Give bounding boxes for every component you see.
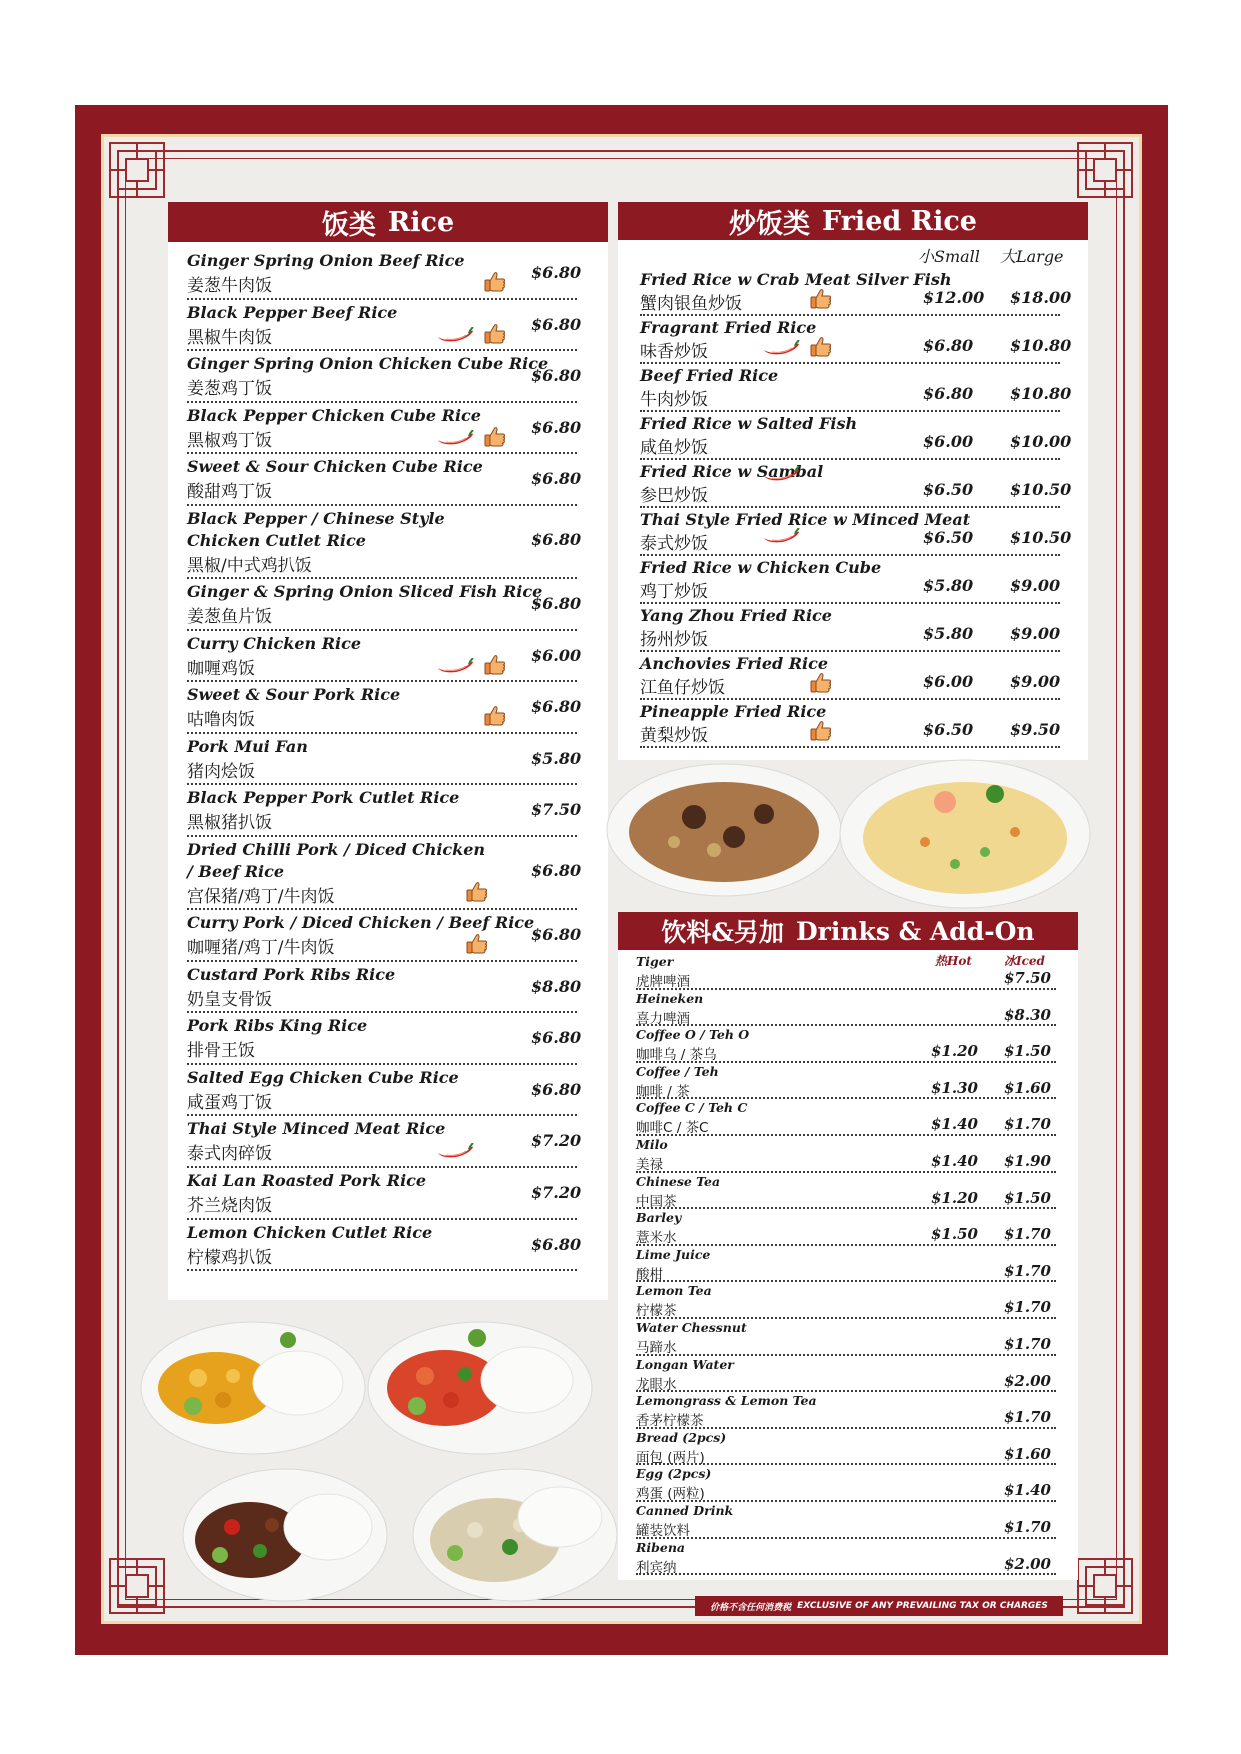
price-small: $6.50 — [923, 528, 974, 547]
recommended-thumb-icon — [484, 271, 506, 293]
list-item — [187, 734, 582, 786]
item-price: $6.80 — [531, 860, 582, 880]
tax-notice-en: EXCLUSIVE OF ANY PREVAILING TAX OR CHARGES — [797, 1601, 1048, 1611]
recommended-thumb-icon — [484, 323, 506, 345]
list-item — [636, 1392, 1056, 1429]
corner-ornament-bottom-left — [108, 1557, 166, 1615]
rice-header — [168, 202, 608, 242]
item-name-cn: 黑椒猪扒饭 — [187, 813, 272, 834]
item-name-cn: 姜葱鸡丁饭 — [187, 379, 272, 400]
list-item — [636, 990, 1056, 1027]
price-iced: $7.50 — [1004, 969, 1051, 987]
price-hot: $1.50 — [931, 1225, 978, 1244]
recommended-thumb-icon — [466, 933, 488, 955]
list-item — [636, 1539, 1056, 1576]
item-name-cn: 虎牌啤酒 — [636, 974, 690, 990]
price-iced: $1.70 — [1004, 1408, 1051, 1427]
item-name-cn: 咖啡 / 茶 — [636, 1083, 690, 1100]
list-item — [636, 1136, 1056, 1173]
list-item — [187, 351, 582, 403]
item-name-en: Fragrant Fried Rice — [640, 318, 817, 337]
price-iced: $8.30 — [1004, 1005, 1051, 1024]
price-small: $5.80 — [923, 576, 974, 595]
price-iced: $1.70 — [1004, 1225, 1051, 1244]
price-hot: $1.20 — [931, 1188, 978, 1207]
item-name-en: Black Pepper / Chinese Style — [187, 508, 445, 528]
item-name-cn: 咕噜肉饭 — [187, 710, 255, 731]
item-price: $6.80 — [531, 529, 582, 549]
price-iced: $1.60 — [1004, 1444, 1051, 1463]
list-item — [187, 682, 582, 734]
item-name-cn: 面包 (两片) — [636, 1449, 705, 1466]
item-name-en: Lemon Tea — [636, 1283, 712, 1299]
recommended-thumb-icon — [810, 336, 832, 358]
item-name-cn: 鸡丁炒饭 — [640, 582, 708, 602]
item-name-cn: 咖喱鸡饭 — [187, 658, 255, 679]
fried-rice-list — [640, 268, 1072, 748]
spicy-chili-icon — [762, 466, 800, 482]
list-item — [636, 1063, 1056, 1100]
item-name-cn: 利宾纳 — [636, 1559, 677, 1576]
spicy-chili-icon — [436, 658, 474, 674]
item-name-en: Milo — [636, 1136, 668, 1152]
item-price: $6.80 — [531, 1079, 582, 1099]
price-large: $10.00 — [1010, 432, 1072, 451]
food-photo-black-pepper-beef-rice — [180, 1455, 390, 1605]
food-photo-sweet-sour-chicken-rice — [365, 1308, 595, 1458]
item-price: $6.80 — [531, 366, 582, 386]
list-item — [187, 403, 582, 455]
list-item — [636, 1173, 1056, 1210]
price-hot: $1.30 — [931, 1078, 978, 1097]
price-large: $10.50 — [1010, 480, 1072, 499]
item-name-en: Fried Rice w Chicken Cube — [640, 558, 882, 577]
item-name-en: Coffee C / Teh C — [636, 1100, 748, 1116]
col-header-hot: 热Hot — [935, 954, 972, 968]
tax-notice-cn: 价格不含任何消费税 — [710, 1602, 792, 1613]
item-name-en: Fried Rice w Crab Meat Silver Fish — [640, 270, 952, 289]
corner-ornament-top-right — [1076, 141, 1134, 199]
col-header-large: 大Large — [1000, 247, 1064, 266]
item-name-en: Fried Rice w Sambal — [640, 462, 824, 481]
list-item — [640, 700, 1060, 748]
item-name-en-line2: / Beef Rice — [187, 861, 285, 881]
item-name-cn: 咖喱猪/鸡丁/牛肉饭 — [187, 937, 335, 958]
list-item — [187, 579, 582, 631]
price-large: $9.00 — [1010, 624, 1061, 643]
food-photo-yang-zhou-fried-rice — [835, 752, 1095, 912]
list-item — [636, 1209, 1056, 1246]
drinks-list — [636, 953, 1056, 1575]
rice-title-en: Rice — [387, 206, 455, 238]
item-name-cn: 咸蛋鸡丁饭 — [187, 1092, 272, 1113]
item-name-en: Ginger Spring Onion Chicken Cube Rice — [187, 354, 549, 374]
recommended-thumb-icon — [484, 426, 506, 448]
item-name-cn: 江鱼仔炒饭 — [640, 678, 725, 698]
price-small: $5.80 — [923, 624, 974, 643]
recommended-thumb-icon — [466, 881, 488, 903]
item-price: $6.00 — [531, 645, 582, 665]
food-photo-curry-chicken-rice — [138, 1308, 368, 1458]
corner-ornament-bottom-right — [1076, 1557, 1134, 1615]
item-name-cn: 蟹肉银鱼炒饭 — [640, 294, 742, 314]
item-name-cn: 芥兰烧肉饭 — [187, 1195, 272, 1216]
list-item — [187, 248, 582, 300]
recommended-thumb-icon — [810, 720, 832, 742]
item-name-en: Ginger Spring Onion Beef Rice — [187, 251, 465, 270]
item-price: $6.80 — [531, 1234, 582, 1254]
price-large: $10.80 — [1010, 336, 1072, 355]
item-name-cn: 姜葱鱼片饭 — [187, 606, 272, 627]
item-name-en: Black Pepper Beef Rice — [187, 302, 398, 322]
item-name-en: Lime Juice — [636, 1246, 711, 1262]
price-iced: $2.00 — [1004, 1554, 1051, 1573]
item-name-cn: 参巴炒饭 — [640, 486, 708, 506]
price-iced: $1.50 — [1004, 1042, 1051, 1061]
item-name-en: Pineapple Fried Rice — [640, 702, 827, 721]
list-item — [640, 652, 1060, 700]
item-name-cn: 姜葱牛肉饭 — [187, 276, 272, 296]
spicy-chili-icon — [762, 340, 800, 356]
price-small: $6.50 — [923, 480, 974, 499]
drinks-header — [618, 912, 1078, 950]
col-header-iced: 冰Iced — [1004, 954, 1045, 968]
item-name-cn: 酸柑 — [636, 1266, 663, 1283]
list-item — [187, 631, 582, 683]
list-item — [636, 1026, 1056, 1063]
item-name-cn: 咸鱼炒饭 — [640, 438, 708, 458]
list-item — [640, 460, 1072, 508]
item-name-cn: 扬州炒饭 — [640, 630, 708, 650]
spicy-chili-icon — [436, 1143, 474, 1159]
recommended-thumb-icon — [484, 705, 506, 727]
price-iced: $1.50 — [1004, 1188, 1051, 1207]
item-name-cn: 香茅柠檬茶 — [636, 1413, 704, 1430]
tax-notice — [695, 1596, 1063, 1616]
item-name-en: Canned Drink — [636, 1502, 734, 1518]
list-item — [636, 1282, 1056, 1319]
price-iced: $1.70 — [1004, 1517, 1051, 1536]
item-name-en: Curry Chicken Rice — [187, 633, 362, 653]
price-large: $9.00 — [1010, 672, 1061, 691]
list-item — [636, 953, 1056, 990]
item-name-en: Sweet & Sour Chicken Cube Rice — [187, 457, 483, 477]
col-header-small: 小Small — [918, 247, 980, 266]
item-name-cn: 黄梨炒饭 — [640, 726, 708, 746]
item-name-cn: 马蹄水 — [636, 1339, 677, 1356]
fried-rice-title-en: Fried Rice — [822, 205, 977, 237]
list-item — [187, 1220, 582, 1272]
item-name-en: Lemon Chicken Cutlet Rice — [187, 1222, 433, 1242]
fried-rice-title-cn: 炒饭类 — [729, 208, 811, 240]
item-name-en: Dried Chilli Pork / Diced Chicken — [187, 839, 486, 859]
item-name-en: Ribena — [636, 1539, 686, 1555]
item-name-en: Fried Rice w Salted Fish — [640, 414, 858, 433]
price-large: $10.80 — [1010, 384, 1072, 403]
item-name-cn: 咖啡乌 / 茶乌 — [636, 1047, 717, 1064]
item-name-cn: 黑椒鸡丁饭 — [187, 430, 272, 451]
item-name-en: Salted Egg Chicken Cube Rice — [187, 1067, 459, 1087]
item-name-cn: 中国茶 — [636, 1193, 677, 1210]
price-small: $6.00 — [923, 432, 974, 451]
item-name-cn: 鸡蛋 (两粒) — [636, 1486, 705, 1503]
item-name-cn: 柠檬鸡扒饭 — [187, 1247, 272, 1268]
food-photo-pork-mui-fan — [410, 1455, 620, 1605]
item-name-en: Sweet & Sour Pork Rice — [187, 685, 401, 705]
list-item — [187, 962, 582, 1014]
item-name-cn: 猪肉烩饭 — [187, 761, 255, 782]
list-item — [640, 364, 1072, 412]
list-item — [187, 1065, 582, 1117]
item-price: $6.80 — [531, 469, 582, 489]
item-price: $8.80 — [531, 976, 582, 996]
price-small: $6.80 — [923, 336, 974, 355]
list-item — [640, 556, 1060, 604]
item-price: $7.20 — [531, 1182, 582, 1202]
item-name-cn: 喜力啤酒 — [636, 1010, 690, 1027]
item-name-cn: 奶皇支骨饭 — [187, 989, 272, 1010]
list-item — [640, 508, 1072, 556]
item-name-en: Barley — [636, 1210, 682, 1226]
price-large: $9.00 — [1010, 576, 1061, 595]
price-iced: $1.70 — [1004, 1298, 1051, 1317]
recommended-thumb-icon — [484, 654, 506, 676]
item-name-en: Black Pepper Chicken Cube Rice — [187, 405, 481, 425]
list-item — [640, 268, 1072, 316]
price-small: $6.80 — [923, 384, 974, 403]
price-iced: $1.90 — [1004, 1151, 1051, 1170]
price-large: $9.50 — [1010, 720, 1061, 739]
price-iced: $1.70 — [1004, 1261, 1051, 1280]
item-name-cn: 排骨王饭 — [187, 1041, 255, 1062]
price-large: $18.00 — [1010, 288, 1072, 307]
recommended-thumb-icon — [810, 672, 832, 694]
item-name-cn: 泰式肉碎饭 — [187, 1144, 272, 1165]
rice-list — [187, 248, 582, 1271]
item-name-en: Lemongrass & Lemon Tea — [636, 1393, 817, 1409]
item-name-cn: 黑椒牛肉饭 — [187, 327, 272, 348]
price-iced: $1.40 — [1004, 1481, 1051, 1500]
item-name-en: Anchovies Fried Rice — [640, 654, 829, 673]
list-item — [187, 454, 582, 506]
price-small: $6.00 — [923, 672, 974, 691]
item-name-en: Ginger & Spring Onion Sliced Fish Rice — [187, 581, 543, 601]
item-price: $6.80 — [531, 314, 582, 334]
item-name-cn: 罐装饮料 — [636, 1522, 690, 1539]
item-name-cn: 泰式炒饭 — [640, 534, 708, 554]
list-item — [187, 910, 582, 962]
item-price: $6.80 — [531, 593, 582, 613]
item-name-cn: 柠檬茶 — [636, 1303, 677, 1320]
price-large: $10.50 — [1010, 528, 1072, 547]
list-item — [636, 1319, 1056, 1356]
item-name-en: Egg (2pcs) — [636, 1466, 712, 1482]
item-name-en: Thai Style Fried Rice w Minced Meat — [640, 510, 971, 529]
list-item — [640, 412, 1072, 460]
item-name-en-line2: Chicken Cutlet Rice — [187, 530, 366, 550]
price-small: $6.50 — [923, 720, 974, 739]
item-name-en: Curry Pork / Diced Chicken / Beef Rice — [187, 912, 535, 932]
item-price: $6.80 — [531, 263, 582, 282]
item-price: $6.80 — [531, 924, 582, 944]
food-photo-beef-fried-rice — [604, 752, 844, 902]
item-name-en: Pork Mui Fan — [187, 736, 308, 756]
item-price: $6.80 — [531, 1028, 582, 1048]
item-name-cn: 龙眼水 — [636, 1376, 677, 1393]
spicy-chili-icon — [436, 327, 474, 343]
price-hot: $1.20 — [931, 1042, 978, 1061]
spicy-chili-icon — [436, 430, 474, 446]
item-name-en: Custard Pork Ribs Rice — [187, 964, 396, 984]
price-iced: $1.60 — [1004, 1078, 1051, 1097]
item-name-cn: 黑椒/中式鸡扒饭 — [187, 555, 312, 576]
item-name-cn: 味香炒饭 — [640, 342, 708, 362]
price-small: $12.00 — [923, 288, 985, 307]
item-name-en: Yang Zhou Fried Rice — [640, 606, 832, 625]
list-item — [187, 506, 582, 579]
fried-rice-header — [618, 202, 1088, 240]
item-name-cn: 咖啡C / 茶C — [636, 1120, 709, 1137]
drinks-title-en: Drinks & Add-On — [795, 916, 1035, 946]
item-name-en: Longan Water — [636, 1356, 734, 1372]
item-price: $7.50 — [531, 800, 582, 820]
list-item — [187, 1116, 582, 1168]
list-item — [636, 1429, 1056, 1466]
item-name-cn: 薏米水 — [636, 1230, 677, 1247]
item-name-en: Tiger — [636, 954, 674, 969]
item-name-en: Coffee / Teh — [636, 1063, 719, 1079]
item-name-en: Pork Ribs King Rice — [187, 1016, 368, 1036]
item-name-en: Thai Style Minced Meat Rice — [187, 1119, 446, 1139]
drinks-title-cn: 饮料&另加 — [661, 918, 784, 947]
spicy-chili-icon — [762, 528, 800, 544]
list-item — [636, 1465, 1056, 1502]
item-name-cn: 牛肉炒饭 — [640, 390, 708, 410]
item-price: $5.80 — [531, 748, 582, 768]
price-iced: $2.00 — [1004, 1371, 1051, 1390]
item-name-en: Bread (2pcs) — [636, 1429, 727, 1445]
item-price: $6.80 — [531, 417, 582, 437]
corner-ornament-top-left — [108, 141, 166, 199]
item-name-en: Water Chessnut — [636, 1319, 747, 1335]
recommended-thumb-icon — [810, 288, 832, 310]
list-item — [187, 1013, 582, 1065]
item-name-en: Black Pepper Pork Cutlet Rice — [187, 788, 460, 808]
item-price: $6.80 — [531, 697, 582, 717]
list-item — [187, 837, 582, 910]
list-item — [636, 1502, 1056, 1539]
rice-title-cn: 饭类 — [321, 209, 376, 241]
item-name-en: Coffee O / Teh O — [636, 1027, 750, 1043]
list-item — [640, 316, 1072, 364]
item-name-cn: 美禄 — [636, 1156, 663, 1173]
price-hot: $1.40 — [931, 1115, 978, 1134]
item-price: $7.20 — [531, 1131, 582, 1151]
list-item — [187, 1168, 582, 1220]
item-name-en: Kai Lan Roasted Pork Rice — [187, 1170, 427, 1190]
list-item — [187, 785, 582, 837]
item-name-en: Chinese Tea — [636, 1173, 721, 1189]
item-name-en: Beef Fried Rice — [640, 366, 779, 385]
list-item — [636, 1099, 1056, 1136]
price-hot: $1.40 — [931, 1151, 978, 1170]
item-name-cn: 酸甜鸡丁饭 — [187, 482, 272, 503]
item-name-cn: 宫保猪/鸡丁/牛肉饭 — [187, 886, 335, 907]
list-item — [636, 1246, 1056, 1283]
price-iced: $1.70 — [1004, 1334, 1051, 1353]
price-iced: $1.70 — [1004, 1115, 1051, 1134]
list-item — [187, 300, 582, 352]
list-item — [636, 1356, 1056, 1393]
item-name-en: Heineken — [636, 990, 704, 1006]
list-item — [640, 604, 1060, 652]
